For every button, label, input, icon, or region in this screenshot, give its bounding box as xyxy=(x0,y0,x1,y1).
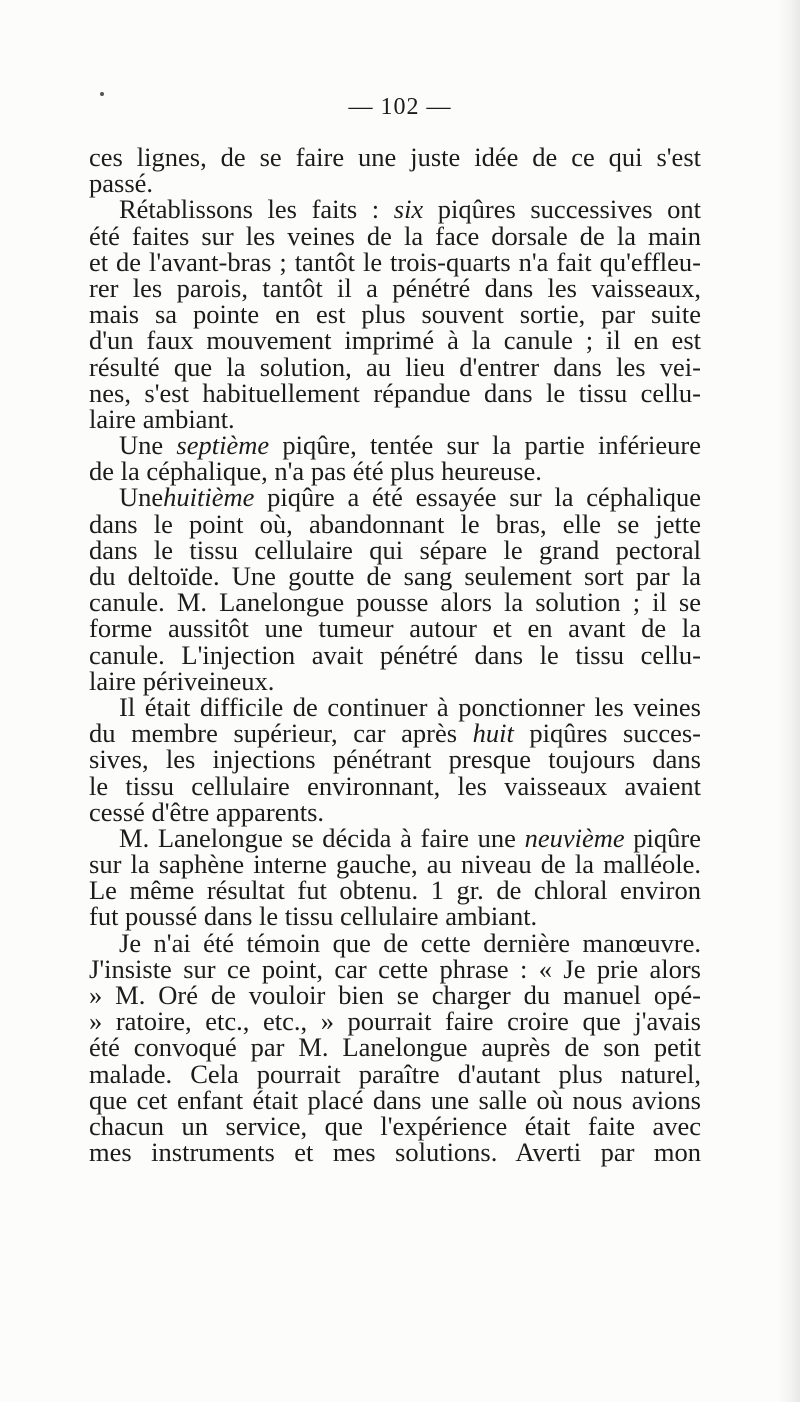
text-line: sives, les injections pénétrant presque toujours dans xyxy=(89,744,701,775)
text-line: forme aussitôt une tumeur autour et en avant de la xyxy=(89,613,701,644)
text-line xyxy=(89,482,701,513)
text-line: canule. M. Lanelongue pousse alors la solution ; il se xyxy=(89,587,701,618)
line-part: piqûres successives ont xyxy=(423,194,701,225)
page-edge-shadow xyxy=(778,0,800,1402)
text-line: Je n'ai été témoin que de cette dernière manœuvre. xyxy=(119,927,701,958)
text-line: et de l'avant-bras ; tantôt le trois-quarts n'a fait qu'effleu- xyxy=(89,246,701,277)
line-part: M. Lanelongue se décida à faire une xyxy=(119,822,525,853)
text-line: dans le point où, abandonnant le bras, elle se jette xyxy=(89,508,701,539)
text-line: canule. L'injection avait pénétré dans le tissu cellu- xyxy=(89,639,701,670)
text-line xyxy=(89,718,702,749)
text-line xyxy=(89,194,701,225)
text-line xyxy=(89,822,702,853)
line-part: piqûre a été essayée sur la céphalique xyxy=(254,482,701,513)
line-part: du membre supérieur, car après xyxy=(89,718,473,749)
text-line: fut poussé dans le tissu cellulaire ambiant. xyxy=(89,901,538,932)
text-line: laire périveineux. xyxy=(89,665,275,696)
line-part: piqûres succes- xyxy=(513,718,702,749)
italic-word: six xyxy=(393,194,424,225)
italic-word: huitième xyxy=(163,482,255,513)
text-line: Le même résultat fut obtenu. 1 gr. de chloral environ xyxy=(89,875,701,906)
line-part: piqûre, tentée sur la partie inférieure xyxy=(269,430,702,461)
line-part: Une xyxy=(119,482,164,513)
text-line: du deltoïde. Une goutte de sang seulement sort par la xyxy=(89,561,701,591)
text-line: ces lignes, de se faire une juste idée de ce qui s'est xyxy=(89,142,701,172)
line-part: piqûre xyxy=(624,822,702,853)
body-text xyxy=(89,142,702,1168)
text-line: chacun un service, que l'expérience était faite avec xyxy=(89,1110,701,1141)
text-line: dans le tissu cellulaire qui sépare le grand pectoral xyxy=(89,534,701,565)
text-line: passé. xyxy=(89,168,154,199)
text-line: mes instruments et mes solutions. Averti par mon xyxy=(89,1137,701,1168)
italic-word: neuvième xyxy=(524,822,625,853)
page-number: — 102 — xyxy=(348,94,452,120)
line-part: Rétablissons les faits : xyxy=(119,194,394,225)
text-line: rer les parois, tantôt il a pénétré dans les vaisseaux, xyxy=(89,272,701,303)
text-line: été convoqué par M. Lanelongue auprès de son petit xyxy=(89,1032,701,1063)
italic-word: septième xyxy=(176,430,270,461)
italic-word: huit xyxy=(472,718,514,749)
line-part: Une xyxy=(119,430,177,461)
text-line: que cet enfant était placé dans une salle où nous avions xyxy=(89,1084,701,1115)
text-line: Il était difficile de continuer à ponctionner les veines xyxy=(119,691,701,722)
text-line: » M. Oré de vouloir bien se charger du manuel opé- xyxy=(89,980,701,1010)
text-line: été faites sur les veines de la face dorsale de la main xyxy=(89,220,701,251)
text-line: de la céphalique, n'a pas été plus heureuse. xyxy=(89,456,542,487)
text-line: d'un faux mouvement imprimé à la canule ; il en est xyxy=(89,325,701,356)
text-line: sur la saphène interne gauche, au niveau de la malléole. xyxy=(89,849,701,880)
text-line: le tissu cellulaire environnant, les vaisseaux avaient xyxy=(89,770,701,801)
text-line: J'insiste sur ce point, car cette phrase : « Je prie alors xyxy=(89,953,701,984)
text-line: » ratoire, etc., etc., » pourrait faire croire que j'avais xyxy=(89,1006,701,1037)
text-line: mais sa pointe en est plus souvent sortie, par suite xyxy=(89,299,701,330)
text-line: laire ambiant. xyxy=(89,403,235,434)
text-line: résulté que la solution, au lieu d'entrer dans les vei- xyxy=(89,351,701,382)
text-line xyxy=(89,430,702,461)
text-line: malade. Cela pourrait paraître d'autant plus naturel, xyxy=(89,1058,701,1089)
text-line: cessé d'être apparents. xyxy=(89,796,325,827)
text-line: nes, s'est habituellement répandue dans le tissu cellu- xyxy=(89,377,701,408)
